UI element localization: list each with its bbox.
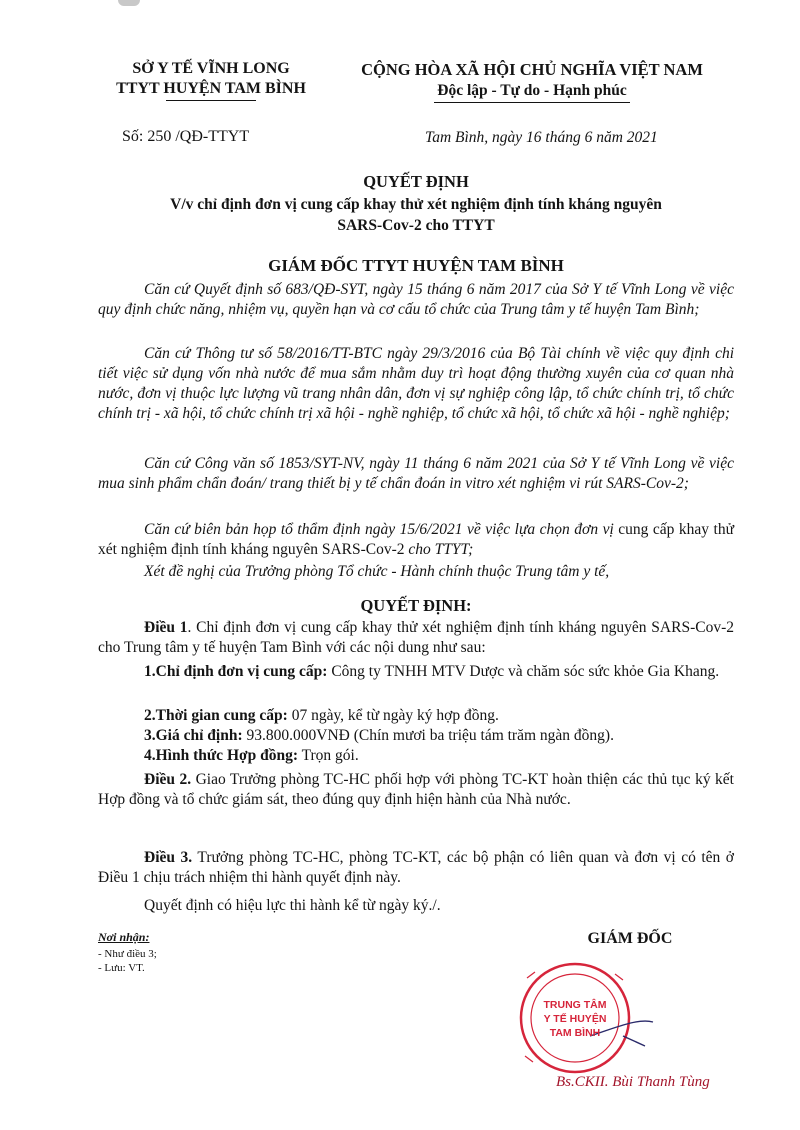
stamp-line-1: TRUNG TÂM bbox=[543, 999, 607, 1011]
title-authority: GIÁM ĐỐC TTYT HUYỆN TAM BÌNH bbox=[268, 256, 564, 275]
scan-mark bbox=[118, 0, 140, 6]
preamble-4-italic-start: Căn cứ biên bản họp tổ thẩm định ngày 15/6/2021 về việc lựa chọn đơn vị bbox=[144, 521, 614, 538]
recipients-item-2: - Lưu: VT. bbox=[98, 962, 145, 974]
effective-clause: Quyết định có hiệu lực thi hành kể từ ngày ký./. bbox=[144, 897, 441, 914]
header-agency-underline bbox=[166, 100, 256, 101]
article-1-item-2 bbox=[98, 706, 734, 726]
header-nation-line1: CỘNG HÒA XÃ HỘI CHỦ NGHĨA VIỆT NAM bbox=[361, 60, 703, 79]
article-2-label: Điều 2. bbox=[144, 771, 192, 788]
header-nation-underline bbox=[434, 102, 630, 103]
preamble-4-plain: cung cấp khay thử xét nghiệm định tính kháng nguyên SARS-Cov-2 bbox=[98, 521, 734, 558]
article-1-item-2-label: 2.Thời gian cung cấp: bbox=[144, 707, 288, 724]
title-subject-line1: V/v chỉ định đơn vị cung cấp khay thử xét nghiệm định tính kháng nguyên bbox=[170, 196, 662, 213]
article-1-item-2-value: 07 ngày, kể từ ngày ký hợp đồng. bbox=[287, 707, 499, 724]
preamble-paragraph-3: Căn cứ Công văn số 1853/SYT-NV, ngày 11 tháng 6 năm 2021 của Sở Y tế Vĩnh Long về việc mua sinh phẩm chẩn đoán/ trang thiết bị y tế chẩn đoán in vitro xét nghiệm vi rút SARS-Cov-2; bbox=[98, 455, 734, 492]
title-subject bbox=[98, 194, 734, 236]
article-1-item-4-label: 4.Hình thức Hợp đồng: bbox=[144, 747, 298, 764]
article-1-item-1 bbox=[98, 662, 734, 682]
article-1-item-3 bbox=[98, 726, 734, 746]
preamble-4-italic-end: cho TTYT; bbox=[408, 541, 474, 558]
preamble-paragraph-5: Xét đề nghị của Trưởng phòng Tổ chức - Hành chính thuộc Trung tâm y tế, bbox=[144, 563, 610, 580]
article-1-label: Điều 1 bbox=[144, 619, 188, 636]
title-heading: QUYẾT ĐỊNH bbox=[363, 172, 469, 191]
signature-title: GIÁM ĐỐC bbox=[587, 930, 673, 947]
preamble-paragraph-2: Căn cứ Thông tư số 58/2016/TT-BTC ngày 29/3/2016 của Bộ Tài chính về việc quy định chi tiết việc sử dụng vốn nhà nước để mua sắm nhằm duy trì hoạt động thường xuyên của cơ quan nhà nước, đơn vị thuộc lực lượng vũ trang nhân dân, đơn vị sự nghiệp công lập, tổ chức chính trị, tổ chức chính trị - xã hội, tổ chức chính trị xã hội - nghề nghiệp, tổ chức xã hội, tổ chức xã hội - nghề nghiệp; bbox=[98, 345, 734, 422]
header-nation-line2: Độc lập - Tự do - Hạnh phúc bbox=[437, 82, 627, 99]
article-3-label: Điều 3. bbox=[144, 849, 193, 866]
article-1-item-3-label: 3.Giá chỉ định: bbox=[144, 727, 243, 744]
article-1-item-4 bbox=[98, 746, 734, 766]
recipients-title: Nơi nhận: bbox=[98, 930, 150, 944]
article-2 bbox=[98, 770, 734, 810]
header-agency-line2: TTYT HUYỆN TAM BÌNH bbox=[116, 80, 306, 97]
article-1-item-3-value: 93.800.000VNĐ (Chín mươi ba triệu tám trăm ngàn đồng). bbox=[242, 727, 614, 744]
official-stamp bbox=[505, 958, 655, 1074]
stamp-line-2: Y TẾ HUYỆN bbox=[543, 1013, 607, 1025]
article-3-text: Trưởng phòng TC-HC, phòng TC-KT, các bộ phận có liên quan và đơn vị có tên ở Điều 1 chịu trách nhiệm thi hành quyết định này. bbox=[98, 849, 734, 886]
article-1-item-1-value: Công ty TNHH MTV Dược và chăm sóc sức khỏe Gia Khang. bbox=[327, 663, 720, 680]
article-3 bbox=[98, 848, 734, 888]
date-line: Tam Bình, ngày 16 tháng 6 năm 2021 bbox=[425, 129, 658, 146]
stamp-line-3: TAM BÌNH bbox=[549, 1027, 601, 1039]
decision-heading: QUYẾT ĐỊNH: bbox=[360, 596, 472, 615]
preamble-paragraph-1: Căn cứ Quyết định số 683/QĐ-SYT, ngày 15 tháng 6 năm 2017 của Sở Y tế Vĩnh Long về việc quy định chức năng, nhiệm vụ, quyền hạn và cơ cấu tổ chức của Trung tâm y tế huyện Tam Bình; bbox=[98, 281, 734, 318]
recipients-block bbox=[98, 930, 278, 975]
header-agency-line1: SỞ Y TẾ VĨNH LONG bbox=[132, 60, 290, 77]
title-subject-line2: SARS-Cov-2 cho TTYT bbox=[337, 217, 495, 234]
header-nation bbox=[322, 60, 742, 103]
preamble-paragraph-4 bbox=[98, 520, 734, 560]
header-agency bbox=[96, 60, 326, 101]
article-1-item-4-value: Trọn gói. bbox=[297, 747, 359, 764]
article-2-text: Giao Trưởng phòng TC-HC phối hợp với phòng TC-KT hoàn thiện các thủ tục ký kết Hợp đồng và tổ chức giám sát, theo đúng quy định hiện hành của Nhà nước. bbox=[98, 771, 734, 808]
article-1-text: . Chỉ định đơn vị cung cấp khay thử xét nghiệm định tính kháng nguyên SARS-Cov-2 cho Trung tâm y tế huyện Tam Bình với các nội dung như sau: bbox=[98, 619, 734, 656]
recipients-item-1: - Như điều 3; bbox=[98, 948, 157, 960]
doc-number: Số: 250 /QĐ-TTYT bbox=[122, 128, 250, 145]
article-1 bbox=[98, 618, 734, 658]
article-1-item-1-label: 1.Chỉ định đơn vị cung cấp: bbox=[144, 663, 328, 680]
signer-name: Bs.CKII. Bùi Thanh Tùng bbox=[556, 1074, 710, 1090]
stamp-text bbox=[527, 998, 623, 1040]
